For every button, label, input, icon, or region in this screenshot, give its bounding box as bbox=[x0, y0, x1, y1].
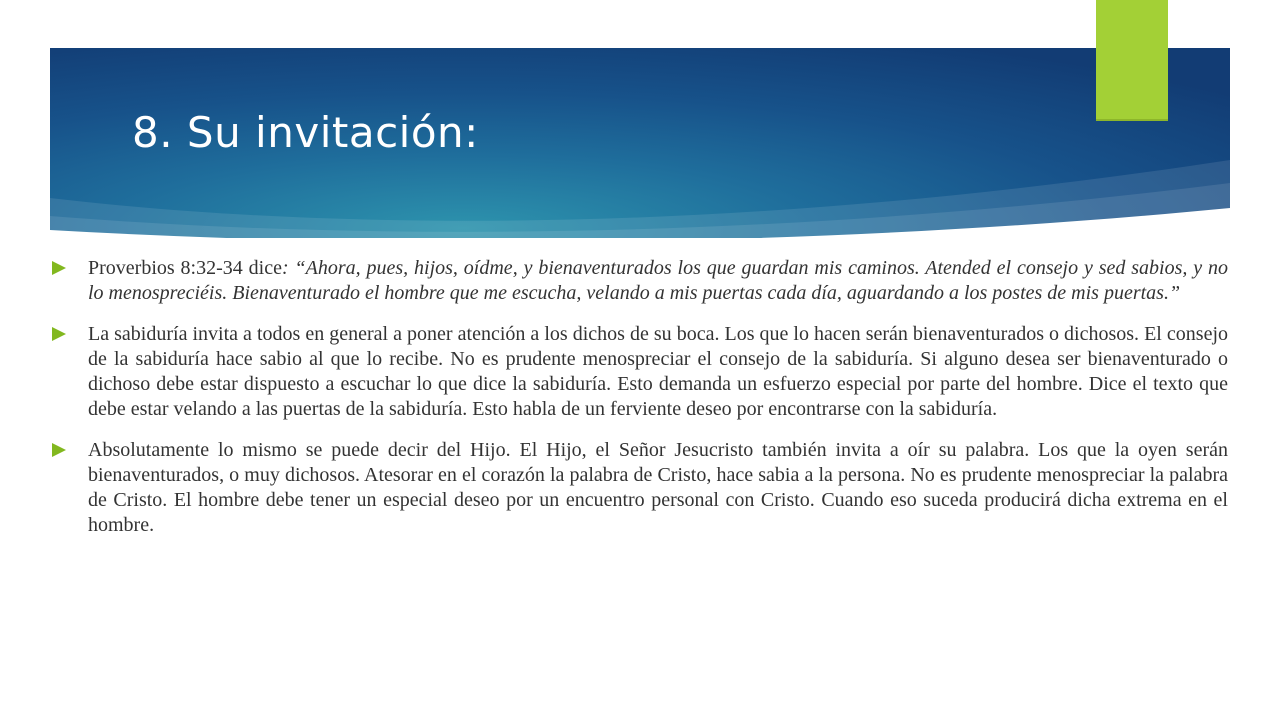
bullet-item bbox=[50, 438, 1228, 538]
slide-content bbox=[50, 256, 1228, 554]
bullet-text: Absolutamente lo mismo se puede decir del Hijo. El Hijo, el Señor Jesucristo también invita a oír su palabra. Los que la oyen serán bienaventurados, o muy dichosos. Atesorar en el corazón la palabra de Cristo, hace sabia a la persona. No es prudente menospreciar la palabra de Cristo. El hombre debe tener un especial deseo por un encuentro personal con Cristo. Cuando eso suceda producirá dicha extrema en el hombre. bbox=[88, 439, 1228, 536]
bullet-text: La sabiduría invita a todos en general a poner atención a los dichos de su boca. Los que lo hacen serán bienaventurados o dichosos. El consejo de la sabiduría hace sabio al que lo recibe. No es prudente menospreciar el consejo de la sabiduría. Si alguno desea ser bienaventurado o dichoso debe estar dispuesto a escuchar lo que dice la sabiduría. Esto demanda un esfuerzo especial por parte del hombre. Dice el texto que debe estar velando a las puertas de la sabiduría. Esto habla de un ferviente deseo por encontrarse con la sabiduría. bbox=[88, 323, 1228, 420]
bullet-item bbox=[50, 256, 1228, 306]
triangle-right-icon bbox=[52, 261, 66, 275]
triangle-right-icon bbox=[52, 443, 66, 457]
bullet-quote-text: : “Ahora, pues, hijos, oídme, y bienaventurados los que guardan mis caminos. Atended el consejo y sed sabios, y no lo menospreciéis. Bienaventurado el hombre que me escucha, velando a mis puertas cada día, aguardando a los postes de mis puertas.” bbox=[88, 257, 1228, 304]
bullet-lead-text: Proverbios 8:32-34 dice bbox=[88, 257, 282, 279]
accent-bar bbox=[1096, 0, 1168, 121]
bullet-item bbox=[50, 322, 1228, 422]
slide-title: 8. Su invitación: bbox=[132, 108, 479, 157]
triangle-right-icon bbox=[52, 327, 66, 341]
